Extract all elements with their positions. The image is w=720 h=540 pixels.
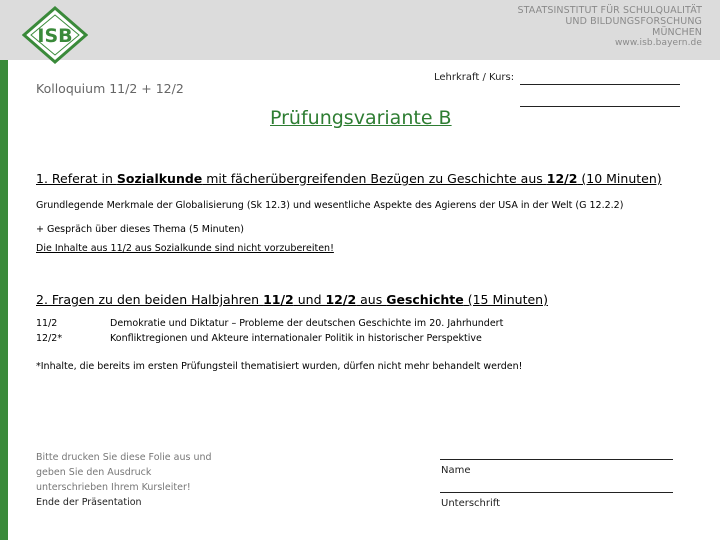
lehrkraft-label: Lehrkraft / Kurs: [434,72,515,83]
institute-line-3: MÜNCHEN [652,27,702,38]
section2-note: *Inhalte, die bereits im ersten Prüfungsteil thematisiert wurden, dürfen nicht mehr behandelt werden! [36,361,523,372]
section1-warning: Die Inhalte aus 11/2 aus Sozialkunde sind nicht vorzubereiten! [36,243,334,254]
lehrkraft-line-1 [520,84,680,85]
name-line [440,459,673,460]
section1-topic: Grundlegende Merkmale der Globalisierung (Sk 12.3) und wesentliche Aspekte des Agierens der USA in der Welt (G 12.2.2) [36,200,624,211]
institute-name [517,5,702,49]
section2-year-2: 12/2* [36,333,63,344]
lehrkraft-line-2 [520,106,680,107]
signature-label: Unterschrift [441,498,501,509]
footer-end: Ende der Präsentation [36,497,142,508]
footer-instructions [36,450,236,510]
institute-url: www.isb.bayern.de [614,38,702,48]
section1-heading: 1. Referat in Sozialkunde mit fächerübergreifenden Bezügen zu Geschichte aus 12/2 (10 Minuten) [36,171,662,186]
section2-topic-2: Konfliktregionen und Akteure internationaler Politik in historischer Perspektive [110,333,482,344]
footer-line-2: geben Sie den Ausdruck [36,467,152,478]
section1-gespraech: + Gespräch über dieses Thema (5 Minuten) [36,224,244,235]
logo-text: ISB [37,25,73,47]
section2-heading: 2. Fragen zu den beiden Halbjahren 11/2 und 12/2 aus Geschichte (15 Minuten) [36,292,548,307]
left-accent-bar [0,60,8,540]
name-label: Name [441,465,471,476]
signature-line [440,492,673,493]
section2-year-1: 11/2 [36,318,58,329]
kolloquium-label: Kolloquium 11/2 + 12/2 [36,81,184,96]
footer-line-1: Bitte drucken Sie diese Folie aus und [36,452,212,463]
institute-line-1: STAATSINSTITUT FÜR SCHULQUALITÄT [517,5,702,16]
footer-line-3: unterschrieben Ihrem Kursleiter! [36,482,191,493]
page-title: Prüfungsvariante B [270,107,452,129]
isb-logo [22,6,88,64]
section2-topic-1: Demokratie und Diktatur – Probleme der deutschen Geschichte im 20. Jahrhundert [110,318,504,329]
institute-line-2: UND BILDUNGSFORSCHUNG [565,16,702,27]
